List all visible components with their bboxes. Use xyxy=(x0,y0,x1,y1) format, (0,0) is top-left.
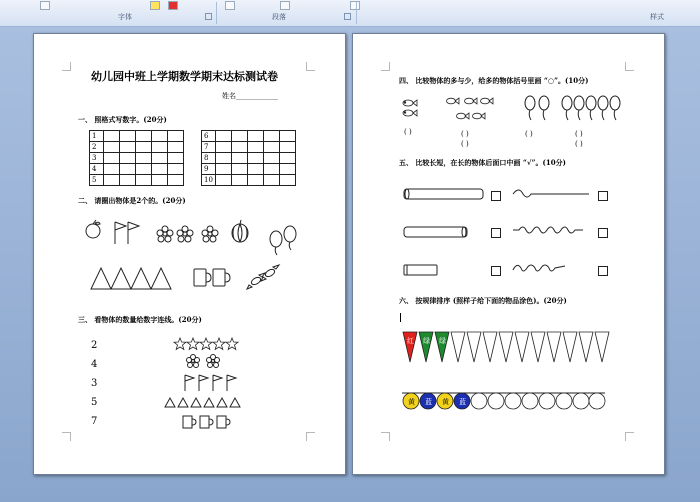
document-page-left[interactable] xyxy=(33,33,346,475)
text-cursor xyxy=(400,313,401,322)
question-3-heading: 三、 看物体的数量给数字连线。(20分) xyxy=(78,315,202,324)
match-number: 2 xyxy=(91,340,98,351)
answer-checkbox[interactable] xyxy=(491,228,501,238)
answer-bracket[interactable]: ( ) xyxy=(525,130,533,138)
match-number: 5 xyxy=(91,397,98,408)
balloons-icon xyxy=(268,224,300,256)
margin-mark xyxy=(62,62,71,71)
triangles-icon xyxy=(89,265,171,291)
table-row: 4 xyxy=(90,164,184,175)
ribbon-toolbar xyxy=(0,0,700,27)
font-dialog-launcher-icon[interactable] xyxy=(205,13,212,20)
balloons-left-icon xyxy=(523,94,559,128)
paragraph-group-label: 段落 xyxy=(272,13,286,21)
margin-mark xyxy=(625,432,634,441)
worksheet-title: 幼儿园中班上学期数学期末达标测试卷 xyxy=(91,70,278,83)
table-row: 2 xyxy=(90,142,184,153)
bead-label: 黄 xyxy=(408,398,415,406)
table-row: 9 xyxy=(202,164,296,175)
answer-bracket[interactable]: ( ) xyxy=(461,140,469,148)
match-number: 3 xyxy=(91,378,98,389)
loop-rope-icon xyxy=(511,260,571,280)
pennant-label: 绿 xyxy=(439,337,446,345)
answer-checkbox[interactable] xyxy=(491,266,501,276)
table-row: 3 xyxy=(90,153,184,164)
margin-mark xyxy=(381,62,390,71)
answer-checkbox[interactable] xyxy=(491,191,501,201)
bead-label: 蓝 xyxy=(459,398,466,406)
bead-label: 黄 xyxy=(442,398,449,406)
question-6-heading: 六、 按规律排序 (照样子给下面的物品涂色)。(20分) xyxy=(399,296,567,305)
answer-checkbox[interactable] xyxy=(598,228,608,238)
match-triangles-icon xyxy=(164,397,246,408)
document-page-right[interactable] xyxy=(352,33,665,475)
question-4-heading: 四、 比较物体的多与少，给多的物体括号里画 “○”。(10分) xyxy=(399,76,589,85)
question-2-heading: 二、 请圈出物体是2个的。(20分) xyxy=(78,196,186,205)
answer-bracket[interactable]: ( ) xyxy=(404,128,412,136)
font-group-label: 字体 xyxy=(118,13,132,21)
pennant-label: 红 xyxy=(407,337,414,345)
writing-grid-right[interactable] xyxy=(201,130,296,186)
match-flowers-icon xyxy=(186,354,226,368)
pennant-label: 绿 xyxy=(423,337,430,345)
balloons-right-icon xyxy=(561,94,621,128)
watermelon-icon xyxy=(230,219,252,245)
margin-mark xyxy=(306,432,315,441)
flower-icon xyxy=(201,226,219,242)
flags-icon xyxy=(112,220,146,246)
table-row: 8 xyxy=(202,153,296,164)
answer-checkbox[interactable] xyxy=(598,266,608,276)
margin-mark xyxy=(62,432,71,441)
styles-group-label: 样式 xyxy=(650,13,664,21)
rope-icon xyxy=(511,184,591,202)
cups-icon xyxy=(192,266,232,288)
table-row: 10 xyxy=(202,175,296,186)
curly-rope-icon xyxy=(511,222,587,240)
fish-group-right-icon xyxy=(445,96,497,126)
question-5-heading: 五、 比较长短，在长的物体后面口中画 “√”。(10分) xyxy=(399,158,566,167)
candies-icon xyxy=(246,264,280,290)
format-button[interactable] xyxy=(40,1,50,10)
table-row: 5 xyxy=(90,175,184,186)
name-label: 姓名____________ xyxy=(222,92,278,100)
match-number: 4 xyxy=(91,359,98,370)
long-tube-icon xyxy=(403,188,485,200)
pennant-row[interactable] xyxy=(402,331,614,365)
answer-bracket[interactable]: ( ) xyxy=(575,130,583,138)
ribbon-separator xyxy=(216,2,217,24)
stars-icon xyxy=(174,338,238,350)
style-button[interactable] xyxy=(350,1,360,10)
answer-bracket[interactable]: ( ) xyxy=(575,140,583,148)
ribbon-separator xyxy=(356,2,357,24)
highlight-button[interactable] xyxy=(150,1,160,10)
bead-label: 蓝 xyxy=(425,398,432,406)
font-color-button[interactable] xyxy=(168,1,178,10)
fish-group-left-icon xyxy=(401,98,449,128)
medium-tube-icon xyxy=(403,226,469,238)
match-cups-icon xyxy=(182,415,234,429)
paragraph-dialog-launcher-icon[interactable] xyxy=(344,13,351,20)
answer-bracket[interactable]: ( ) xyxy=(461,130,469,138)
question-1-heading: 一、 照格式写数字。(20分) xyxy=(78,115,167,124)
table-row: 7 xyxy=(202,142,296,153)
table-row: 1 xyxy=(90,131,184,142)
border-button[interactable] xyxy=(280,1,290,10)
align-button[interactable] xyxy=(225,1,235,10)
short-tube-icon xyxy=(403,264,439,276)
writing-grid-left[interactable] xyxy=(89,130,184,186)
margin-mark xyxy=(625,62,634,71)
margin-mark xyxy=(306,62,315,71)
margin-mark xyxy=(381,432,390,441)
answer-checkbox[interactable] xyxy=(598,191,608,201)
table-row: 6 xyxy=(202,131,296,142)
match-number: 7 xyxy=(91,416,98,427)
apple-icon xyxy=(84,219,106,241)
match-flags-icon xyxy=(183,374,243,392)
